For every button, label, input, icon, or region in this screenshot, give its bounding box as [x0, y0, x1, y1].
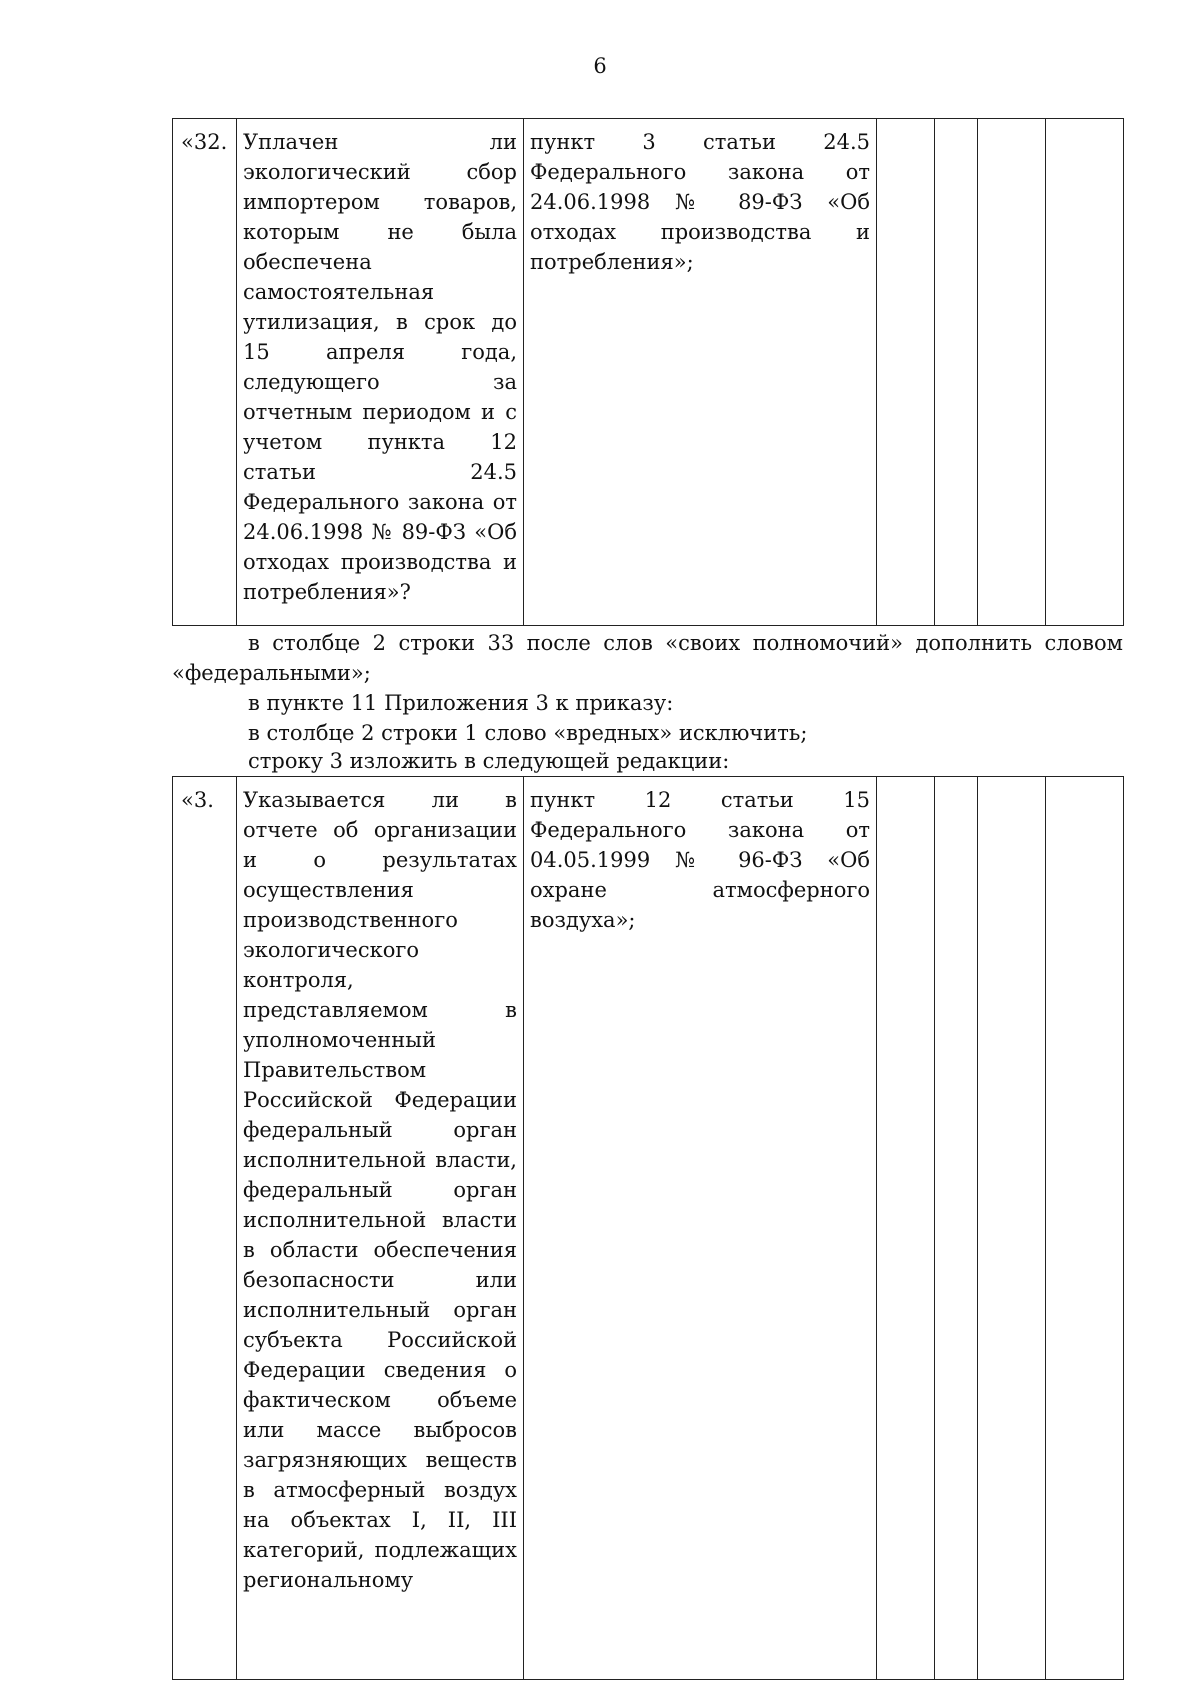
- instruction-paragraph: строку 3 изложить в следующей редакции:: [248, 749, 730, 773]
- instruction-paragraph: в столбце 2 строки 1 слово «вредных» исключить;: [248, 721, 808, 745]
- answer-cell-yes: [877, 777, 935, 1680]
- instruction-paragraph: в столбце 2 строки 33 после слов «своих полномочий» дополнить словом «федеральными»;: [172, 631, 1123, 685]
- question-cell: Уплачен ли экологический сбор импортером товаров, которым не была обеспечена самостоятельная утилизация, в срок до 15 апреля года, следующего за отчетным периодом и с учетом пункта 12 статьи 24.5 Федерального закона от 24.06.1998 № 89-ФЗ «Об отходах производства и потребления»?: [237, 119, 524, 626]
- answer-cell-no: [935, 777, 978, 1680]
- question-cell: Указывается ли в отчете об организации и о результатах осуществления производственного экологического контроля, представляемом в уполномоченный Правительством Российской Федерации федеральный орган исполнительной власти, федеральный орган исполнительной власти в области обеспечения безопасности или исполнительный орган субъекта Российской Федерации сведения о фактическом объеме или массе выбросов загрязняющих веществ в атмосферный воздух на объектах I, II, III категорий, подлежащих региональному: [237, 777, 524, 1680]
- legal-reference-cell: пункт 3 статьи 24.5 Федерального закона от 24.06.1998 № 89-ФЗ «Об отходах производства и потребления»;: [524, 119, 877, 626]
- comment-cell: [1046, 119, 1124, 626]
- instruction-paragraph: в пункте 11 Приложения 3 к приказу:: [248, 691, 674, 715]
- table-row: [173, 777, 1124, 1680]
- table-row: [173, 119, 1124, 626]
- legal-reference-cell: пункт 12 статьи 15 Федерального закона от 04.05.1999 № 96-ФЗ «Об охране атмосферного воздуха»;: [524, 777, 877, 1680]
- checklist-table-row-3: [172, 776, 1124, 1680]
- checklist-table-row-32: [172, 118, 1124, 626]
- answer-cell-not-applicable: [978, 777, 1046, 1680]
- answer-cell-no: [935, 119, 978, 626]
- comment-cell: [1046, 777, 1124, 1680]
- row-number: «32.: [173, 119, 237, 626]
- row-number: «3.: [173, 777, 237, 1680]
- answer-cell-not-applicable: [978, 119, 1046, 626]
- answer-cell-yes: [877, 119, 935, 626]
- page-number: 6: [593, 54, 607, 78]
